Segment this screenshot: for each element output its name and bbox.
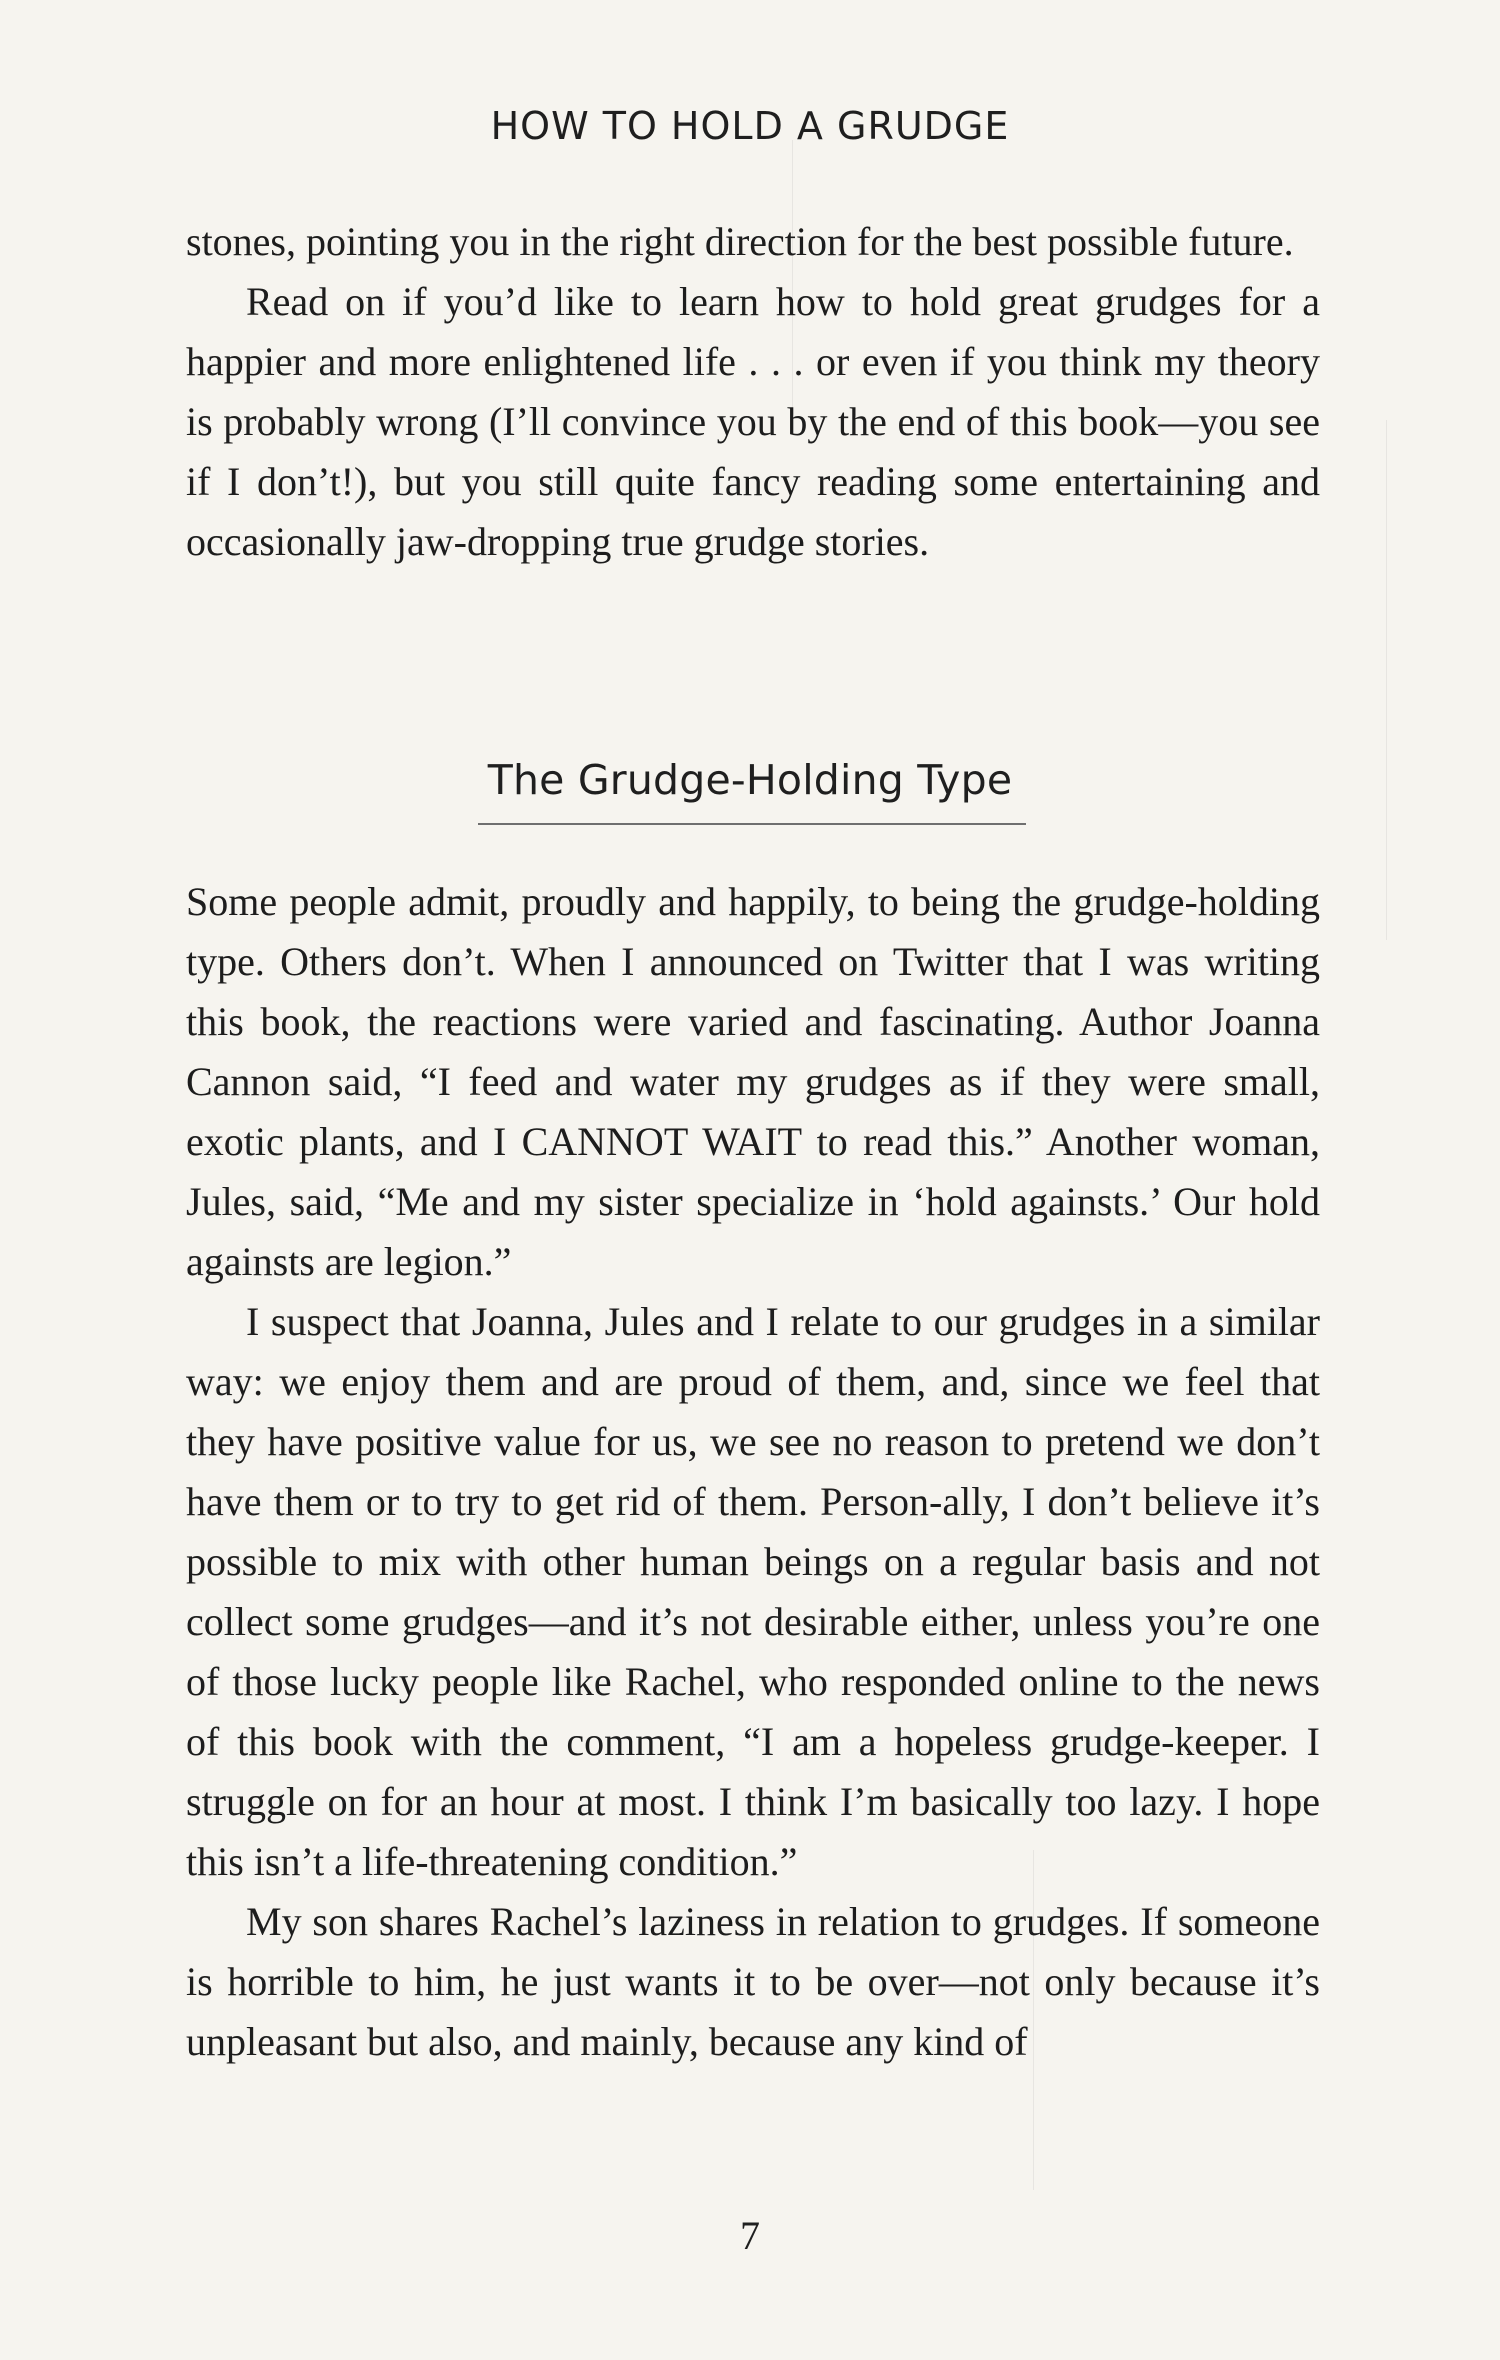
running-head: HOW TO HOLD A GRUDGE [490,104,1010,148]
page-number: 7 [740,2213,760,2258]
paragraph: stones, pointing you in the right direction for the best possible future. [186,219,1294,264]
opening-text [186,212,1320,572]
section-heading: The Grudge-Holding Type [487,756,1013,804]
paragraph: Read on if you’d like to learn how to hold great grudges for a happier and more enlightened life . . . or even if you think my theory is probably wrong (I’ll convince you by the end of this book—you see if I don’t!), but you still quite fancy reading some entertaining and occasionally jaw-dropping true grudge stories. [186,279,1320,564]
scan-artifact-line [1386,420,1387,940]
paragraph: My son shares Rachel’s laziness in relation to grudges. If someone is horrible to him, he just wants it to be over—not only because it’s unpleasant but also, and mainly, because any kind of [186,1899,1320,2064]
paragraph: Some people admit, proudly and happily, to being the grudge-holding type. Others don’t. When I announced on Twitter that I was writing this book, the reactions were varied and fascinating. Author Joanna Cannon said, “I feed and water my grudges as if they were small, exotic plants, and I CANNOT WAIT to read this.” Another woman, Jules, said, “Me and my sister specialize in ‘hold againsts.’ Our hold againsts are legion.” [186,879,1320,1284]
paragraph: I suspect that Joanna, Jules and I relate to our grudges in a similar way: we enjoy them and are proud of them, and, since we feel that they have positive value for us, we see no reason to pretend we don’t have them or to try to get rid of them. Person-ally, I don’t believe it’s possible to mix with other human beings on a regular basis and not collect some grudges—and it’s not desirable either, unless you’re one of those lucky people like Rachel, who responded online to the news of this book with the comment, “I am a hopeless grudge-keeper. I struggle on for an hour at most. I think I’m basically too lazy. I hope this isn’t a life-threatening condition.” [186,1299,1320,1884]
section-text [186,872,1320,2072]
heading-underline [478,823,1026,825]
